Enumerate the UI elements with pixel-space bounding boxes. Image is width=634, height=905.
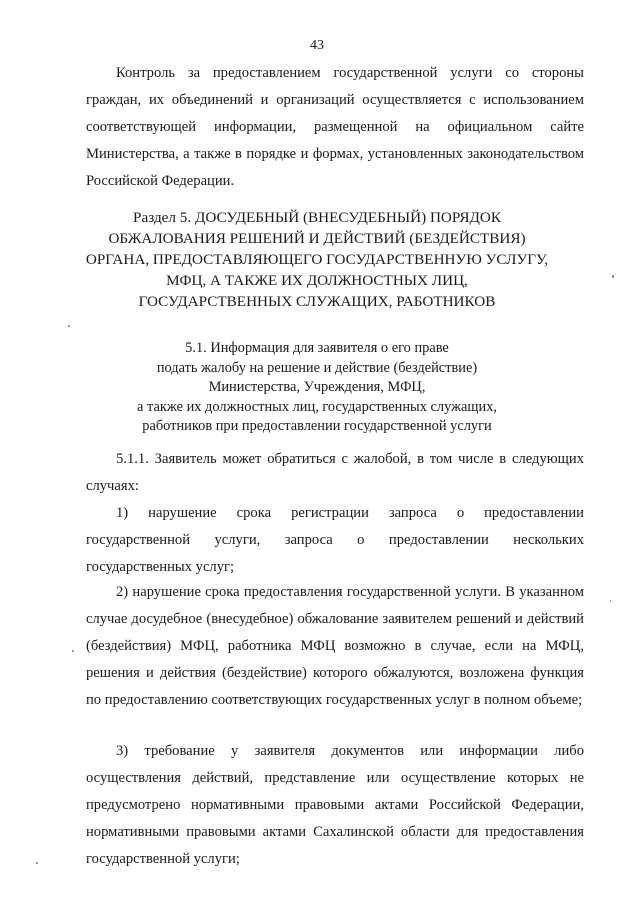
section-heading-line: ОБЖАЛОВАНИЯ РЕШЕНИЙ И ДЕЙСТВИЙ (БЕЗДЕЙСТВИЯ) — [108, 230, 526, 247]
list-item: 2) нарушение срока предоставления государственной услуги. В указанном случае досудебное (внесудебное) обжалование заявителем решений и действий (бездействия) МФЦ, работника МФЦ возможно в случае, если на МФЦ, решения и действия (бездействие) которого обжалуются, возложена функция по предоставлению соответствующих государственных услуг в полном объеме; — [86, 584, 584, 708]
scan-speck — [610, 600, 611, 602]
section-heading — [60, 207, 574, 312]
intro-paragraph: Контроль за предоставлением государственной услуги со стороны граждан, их объединений и организаций осуществляется с использованием соответствующей информации, размещенной на официальном сайте Министерства, а также в порядке и формах, установленных законодательством Российской Федерации. — [86, 65, 584, 189]
subsection-heading — [80, 339, 554, 437]
section-heading-line: ОРГАНА, ПРЕДОСТАВЛЯЮЩЕГО ГОСУДАРСТВЕННУЮ УСЛУГУ, — [85, 251, 549, 268]
scan-speck — [36, 862, 38, 864]
section-heading-line: Раздел 5. ДОСУДЕБНЫЙ (ВНЕСУДЕБНЫЙ) ПОРЯДОК — [133, 209, 501, 226]
scan-speck — [68, 325, 70, 327]
clause-5-1-1: 5.1.1. Заявитель может обратиться с жалобой, в том числе в следующих случаях: — [86, 451, 584, 494]
subsection-heading-line: Министерства, Учреждения, МФЦ, — [208, 379, 426, 395]
scan-speck — [72, 650, 74, 652]
subsection-heading-line: подать жалобу на решение и действие (бездействие) — [156, 359, 478, 376]
list-item: 3) требование у заявителя документов или информации либо осуществления действий, представление или осуществление которых не предусмотрено нормативными правовыми актами Российской Федерации, нормативными правовыми актами Сахалинской области для предоставления государственной услуги; — [86, 743, 584, 867]
subsection-heading-line: а также их должностных лиц, государственных служащих, — [137, 398, 497, 415]
section-heading-line: МФЦ, А ТАКЖЕ ИХ ДОЛЖНОСТНЫХ ЛИЦ, — [166, 272, 468, 289]
subsection-heading-line: 5.1. Информация для заявителя о его праве — [185, 340, 449, 356]
section-heading-line: ГОСУДАРСТВЕННЫХ СЛУЖАЩИХ, РАБОТНИКОВ — [138, 293, 496, 310]
subsection-heading-line: работников при предоставлении государственной услуги — [142, 418, 492, 434]
list-item: 1) нарушение срока регистрации запроса о предоставлении государственной услуги, запроса о предоставлении нескольких государственных услуг; — [86, 505, 584, 575]
page-number: 43 — [310, 38, 324, 53]
scan-speck — [612, 275, 614, 278]
